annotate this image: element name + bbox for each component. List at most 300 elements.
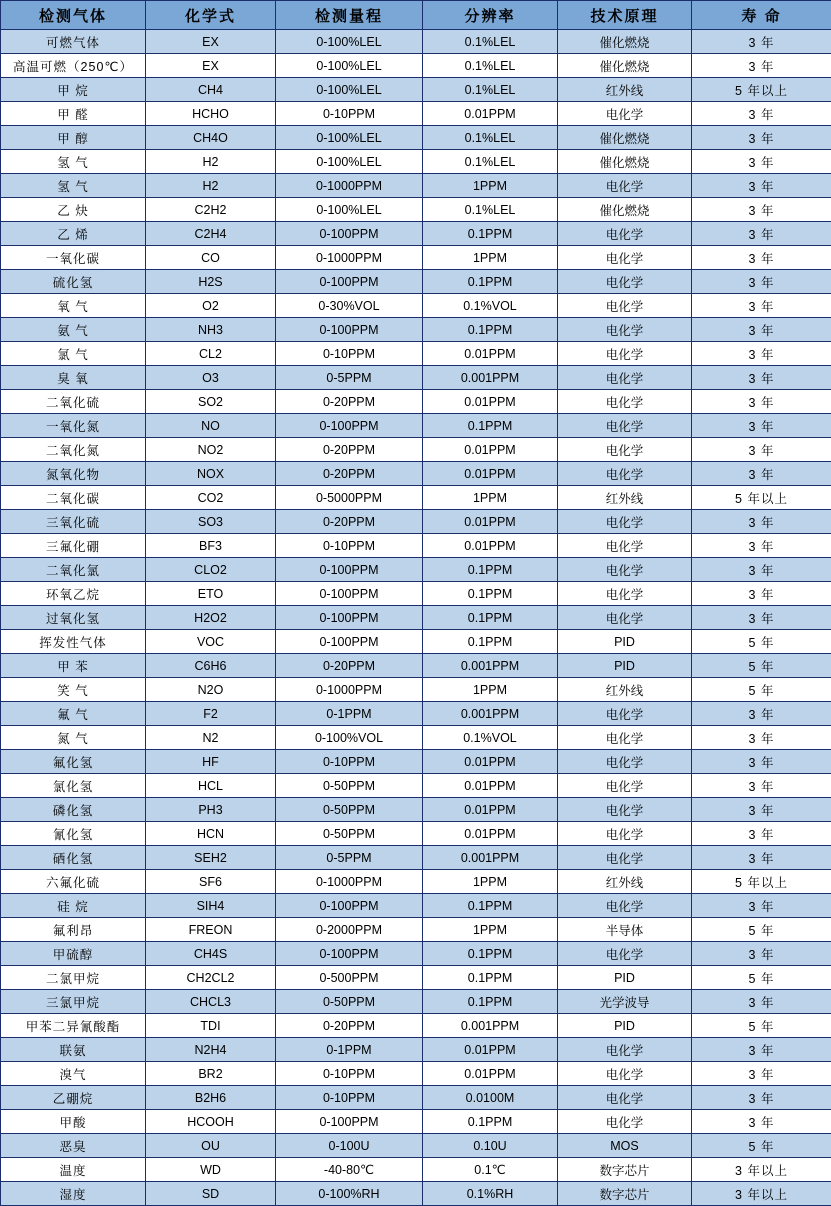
cell-resolution: 0.001PPM	[423, 846, 558, 870]
cell-lifespan: 5 年	[692, 918, 831, 942]
table-row	[1, 366, 831, 390]
cell-chemical-formula: CO	[146, 246, 276, 270]
cell-resolution: 0.1PPM	[423, 942, 558, 966]
cell-resolution: 1PPM	[423, 918, 558, 942]
table-row	[1, 750, 831, 774]
cell-chemical-formula: CH4O	[146, 126, 276, 150]
cell-lifespan: 5 年以上	[692, 78, 831, 102]
cell-gas-name: 硫化氢	[1, 270, 146, 294]
cell-chemical-formula: CH4S	[146, 942, 276, 966]
cell-gas-name: 高温可燃（250℃）	[1, 54, 146, 78]
cell-lifespan: 3 年	[692, 414, 831, 438]
table-row	[1, 990, 831, 1014]
cell-gas-name: 氨 气	[1, 318, 146, 342]
cell-technology: 电化学	[558, 606, 692, 630]
cell-lifespan: 3 年	[692, 798, 831, 822]
cell-lifespan: 3 年	[692, 366, 831, 390]
cell-resolution: 0.10U	[423, 1134, 558, 1158]
table-row	[1, 102, 831, 126]
cell-chemical-formula: N2O	[146, 678, 276, 702]
cell-gas-name: 氧 气	[1, 294, 146, 318]
cell-chemical-formula: HCHO	[146, 102, 276, 126]
cell-gas-name: 二氯甲烷	[1, 966, 146, 990]
cell-lifespan: 3 年	[692, 438, 831, 462]
cell-chemical-formula: SF6	[146, 870, 276, 894]
cell-resolution: 0.1PPM	[423, 630, 558, 654]
cell-lifespan: 3 年	[692, 534, 831, 558]
cell-chemical-formula: NO2	[146, 438, 276, 462]
cell-technology: 数字芯片	[558, 1182, 692, 1206]
cell-technology: 电化学	[558, 774, 692, 798]
cell-chemical-formula: F2	[146, 702, 276, 726]
table-row	[1, 510, 831, 534]
cell-lifespan: 3 年	[692, 846, 831, 870]
cell-resolution: 0.01PPM	[423, 750, 558, 774]
table-row	[1, 150, 831, 174]
cell-resolution: 0.01PPM	[423, 342, 558, 366]
cell-resolution: 0.1%LEL	[423, 150, 558, 174]
table-row	[1, 774, 831, 798]
cell-detection-range: 0-20PPM	[276, 654, 423, 678]
cell-technology: 电化学	[558, 1038, 692, 1062]
cell-gas-name: 甲 烷	[1, 78, 146, 102]
cell-technology: 电化学	[558, 1110, 692, 1134]
cell-resolution: 0.01PPM	[423, 462, 558, 486]
cell-detection-range: 0-100PPM	[276, 414, 423, 438]
cell-gas-name: 六氟化硫	[1, 870, 146, 894]
cell-gas-name: 氮 气	[1, 726, 146, 750]
cell-detection-range: 0-100%LEL	[276, 198, 423, 222]
cell-detection-range: 0-20PPM	[276, 510, 423, 534]
cell-lifespan: 3 年	[692, 774, 831, 798]
cell-lifespan: 3 年	[692, 318, 831, 342]
cell-lifespan: 3 年	[692, 894, 831, 918]
cell-resolution: 0.1PPM	[423, 318, 558, 342]
cell-gas-name: 笑 气	[1, 678, 146, 702]
cell-lifespan: 5 年以上	[692, 486, 831, 510]
cell-gas-name: 可燃气体	[1, 30, 146, 54]
cell-detection-range: -40-80℃	[276, 1158, 423, 1182]
cell-resolution: 0.1%LEL	[423, 30, 558, 54]
cell-technology: 电化学	[558, 726, 692, 750]
cell-detection-range: 0-100%LEL	[276, 150, 423, 174]
cell-detection-range: 0-100PPM	[276, 582, 423, 606]
cell-technology: MOS	[558, 1134, 692, 1158]
table-row	[1, 126, 831, 150]
cell-chemical-formula: FREON	[146, 918, 276, 942]
cell-chemical-formula: VOC	[146, 630, 276, 654]
table-row	[1, 390, 831, 414]
cell-chemical-formula: HCN	[146, 822, 276, 846]
cell-detection-range: 0-1000PPM	[276, 246, 423, 270]
cell-detection-range: 0-100PPM	[276, 942, 423, 966]
cell-gas-name: 氮氧化物	[1, 462, 146, 486]
cell-technology: 红外线	[558, 678, 692, 702]
cell-technology: 电化学	[558, 414, 692, 438]
cell-technology: 红外线	[558, 486, 692, 510]
cell-detection-range: 0-20PPM	[276, 462, 423, 486]
cell-chemical-formula: SD	[146, 1182, 276, 1206]
cell-lifespan: 3 年	[692, 462, 831, 486]
cell-gas-name: 二氧化碳	[1, 486, 146, 510]
table-row	[1, 894, 831, 918]
cell-chemical-formula: N2	[146, 726, 276, 750]
table-row	[1, 222, 831, 246]
cell-lifespan: 3 年	[692, 558, 831, 582]
cell-gas-name: 氟利昂	[1, 918, 146, 942]
cell-resolution: 0.1%LEL	[423, 54, 558, 78]
cell-technology: PID	[558, 1014, 692, 1038]
cell-chemical-formula: CO2	[146, 486, 276, 510]
table-row	[1, 822, 831, 846]
cell-gas-name: 一氧化碳	[1, 246, 146, 270]
cell-detection-range: 0-50PPM	[276, 774, 423, 798]
cell-resolution: 1PPM	[423, 174, 558, 198]
cell-technology: PID	[558, 654, 692, 678]
cell-resolution: 0.1PPM	[423, 414, 558, 438]
table-row	[1, 1062, 831, 1086]
cell-lifespan: 3 年	[692, 750, 831, 774]
column-header-lifespan: 寿 命	[692, 1, 831, 30]
cell-chemical-formula: B2H6	[146, 1086, 276, 1110]
cell-detection-range: 0-100PPM	[276, 1110, 423, 1134]
cell-resolution: 0.01PPM	[423, 102, 558, 126]
cell-technology: 电化学	[558, 366, 692, 390]
cell-lifespan: 3 年	[692, 822, 831, 846]
cell-detection-range: 0-10PPM	[276, 342, 423, 366]
table-row	[1, 318, 831, 342]
cell-gas-name: 过氧化氢	[1, 606, 146, 630]
cell-gas-name: 二氧化硫	[1, 390, 146, 414]
cell-resolution: 1PPM	[423, 870, 558, 894]
cell-detection-range: 0-100%VOL	[276, 726, 423, 750]
table-row	[1, 1134, 831, 1158]
cell-detection-range: 0-100PPM	[276, 222, 423, 246]
cell-detection-range: 0-1PPM	[276, 702, 423, 726]
table-row	[1, 966, 831, 990]
cell-chemical-formula: BF3	[146, 534, 276, 558]
table-row	[1, 870, 831, 894]
cell-lifespan: 5 年	[692, 1014, 831, 1038]
cell-lifespan: 3 年	[692, 54, 831, 78]
cell-detection-range: 0-10PPM	[276, 534, 423, 558]
cell-technology: 电化学	[558, 1086, 692, 1110]
cell-gas-name: 联氨	[1, 1038, 146, 1062]
cell-technology: 催化燃烧	[558, 150, 692, 174]
cell-detection-range: 0-20PPM	[276, 438, 423, 462]
cell-lifespan: 3 年	[692, 582, 831, 606]
cell-detection-range: 0-50PPM	[276, 990, 423, 1014]
cell-lifespan: 5 年	[692, 654, 831, 678]
cell-gas-name: 氟 气	[1, 702, 146, 726]
cell-gas-name: 氢 气	[1, 150, 146, 174]
cell-chemical-formula: N2H4	[146, 1038, 276, 1062]
cell-chemical-formula: H2	[146, 174, 276, 198]
cell-chemical-formula: C2H2	[146, 198, 276, 222]
cell-lifespan: 3 年	[692, 126, 831, 150]
cell-gas-name: 三氯甲烷	[1, 990, 146, 1014]
table-row	[1, 1182, 831, 1206]
cell-lifespan: 3 年	[692, 174, 831, 198]
cell-lifespan: 3 年	[692, 726, 831, 750]
cell-technology: 电化学	[558, 798, 692, 822]
cell-gas-name: 甲 醇	[1, 126, 146, 150]
cell-resolution: 1PPM	[423, 678, 558, 702]
cell-lifespan: 3 年	[692, 390, 831, 414]
cell-lifespan: 3 年	[692, 702, 831, 726]
cell-detection-range: 0-50PPM	[276, 822, 423, 846]
cell-lifespan: 3 年	[692, 510, 831, 534]
cell-chemical-formula: OU	[146, 1134, 276, 1158]
cell-resolution: 0.1PPM	[423, 966, 558, 990]
cell-technology: 半导体	[558, 918, 692, 942]
cell-lifespan: 3 年	[692, 1110, 831, 1134]
table-row	[1, 246, 831, 270]
table-row	[1, 78, 831, 102]
cell-detection-range: 0-10PPM	[276, 1086, 423, 1110]
cell-gas-name: 甲 苯	[1, 654, 146, 678]
cell-gas-name: 甲酸	[1, 1110, 146, 1134]
cell-resolution: 0.1PPM	[423, 990, 558, 1014]
table-header-row	[1, 1, 831, 30]
cell-technology: 电化学	[558, 894, 692, 918]
cell-detection-range: 0-100%RH	[276, 1182, 423, 1206]
cell-technology: 催化燃烧	[558, 198, 692, 222]
cell-technology: 催化燃烧	[558, 126, 692, 150]
cell-lifespan: 3 年	[692, 990, 831, 1014]
cell-resolution: 0.1%LEL	[423, 78, 558, 102]
table-row	[1, 1038, 831, 1062]
cell-resolution: 0.001PPM	[423, 366, 558, 390]
cell-chemical-formula: SO2	[146, 390, 276, 414]
cell-gas-name: 乙 炔	[1, 198, 146, 222]
cell-gas-name: 二氧化氮	[1, 438, 146, 462]
cell-detection-range: 0-20PPM	[276, 390, 423, 414]
cell-detection-range: 0-20PPM	[276, 1014, 423, 1038]
cell-technology: 电化学	[558, 174, 692, 198]
cell-technology: 电化学	[558, 582, 692, 606]
cell-gas-name: 氢 气	[1, 174, 146, 198]
table-row	[1, 1014, 831, 1038]
cell-technology: 电化学	[558, 390, 692, 414]
cell-chemical-formula: TDI	[146, 1014, 276, 1038]
cell-gas-name: 二氧化氯	[1, 558, 146, 582]
cell-detection-range: 0-100PPM	[276, 318, 423, 342]
cell-detection-range: 0-1000PPM	[276, 870, 423, 894]
column-header-detection-range: 检测量程	[276, 1, 423, 30]
cell-gas-name: 氟化氢	[1, 750, 146, 774]
column-header-resolution: 分辨率	[423, 1, 558, 30]
cell-resolution: 0.1PPM	[423, 606, 558, 630]
cell-gas-name: 三氧化硫	[1, 510, 146, 534]
cell-lifespan: 3 年以上	[692, 1158, 831, 1182]
cell-gas-name: 氯化氢	[1, 774, 146, 798]
cell-technology: 红外线	[558, 870, 692, 894]
cell-lifespan: 5 年	[692, 678, 831, 702]
cell-resolution: 0.1%LEL	[423, 198, 558, 222]
cell-resolution: 0.001PPM	[423, 702, 558, 726]
cell-chemical-formula: O3	[146, 366, 276, 390]
cell-gas-name: 氰化氢	[1, 822, 146, 846]
cell-lifespan: 3 年	[692, 222, 831, 246]
table-row	[1, 558, 831, 582]
cell-chemical-formula: CH4	[146, 78, 276, 102]
table-row	[1, 294, 831, 318]
cell-chemical-formula: EX	[146, 54, 276, 78]
cell-gas-name: 三氟化硼	[1, 534, 146, 558]
cell-lifespan: 3 年	[692, 30, 831, 54]
cell-lifespan: 5 年	[692, 1134, 831, 1158]
cell-chemical-formula: NO	[146, 414, 276, 438]
cell-resolution: 0.1%VOL	[423, 294, 558, 318]
cell-gas-name: 恶臭	[1, 1134, 146, 1158]
column-header-chemical-formula: 化学式	[146, 1, 276, 30]
cell-detection-range: 0-500PPM	[276, 966, 423, 990]
cell-lifespan: 5 年以上	[692, 870, 831, 894]
cell-technology: 光学波导	[558, 990, 692, 1014]
cell-resolution: 0.01PPM	[423, 822, 558, 846]
cell-resolution: 0.01PPM	[423, 798, 558, 822]
cell-detection-range: 0-5PPM	[276, 846, 423, 870]
cell-gas-name: 甲 醛	[1, 102, 146, 126]
cell-lifespan: 3 年	[692, 150, 831, 174]
cell-gas-name: 甲硫醇	[1, 942, 146, 966]
cell-resolution: 0.1%RH	[423, 1182, 558, 1206]
cell-detection-range: 0-100U	[276, 1134, 423, 1158]
cell-technology: 电化学	[558, 270, 692, 294]
table-row	[1, 342, 831, 366]
cell-chemical-formula: CHCL3	[146, 990, 276, 1014]
table-row	[1, 654, 831, 678]
cell-chemical-formula: SEH2	[146, 846, 276, 870]
cell-technology: 催化燃烧	[558, 30, 692, 54]
cell-resolution: 0.1PPM	[423, 222, 558, 246]
cell-lifespan: 3 年	[692, 342, 831, 366]
cell-resolution: 1PPM	[423, 486, 558, 510]
table-row	[1, 54, 831, 78]
table-row	[1, 462, 831, 486]
column-header-technology: 技术原理	[558, 1, 692, 30]
cell-detection-range: 0-100%LEL	[276, 78, 423, 102]
cell-lifespan: 3 年	[692, 1038, 831, 1062]
table-row	[1, 486, 831, 510]
cell-resolution: 0.1%LEL	[423, 126, 558, 150]
cell-gas-name: 湿度	[1, 1182, 146, 1206]
cell-detection-range: 0-5000PPM	[276, 486, 423, 510]
cell-chemical-formula: H2	[146, 150, 276, 174]
cell-detection-range: 0-1PPM	[276, 1038, 423, 1062]
cell-technology: 电化学	[558, 942, 692, 966]
table-row	[1, 174, 831, 198]
cell-detection-range: 0-10PPM	[276, 750, 423, 774]
cell-resolution: 0.0100M	[423, 1086, 558, 1110]
cell-chemical-formula: C6H6	[146, 654, 276, 678]
table-body	[1, 30, 831, 1206]
cell-lifespan: 3 年	[692, 102, 831, 126]
cell-resolution: 0.01PPM	[423, 1062, 558, 1086]
table-row	[1, 1086, 831, 1110]
cell-lifespan: 3 年	[692, 942, 831, 966]
cell-technology: 电化学	[558, 822, 692, 846]
cell-chemical-formula: C2H4	[146, 222, 276, 246]
cell-resolution: 0.01PPM	[423, 1038, 558, 1062]
cell-resolution: 0.1℃	[423, 1158, 558, 1182]
cell-chemical-formula: CLO2	[146, 558, 276, 582]
cell-gas-name: 硅 烷	[1, 894, 146, 918]
cell-detection-range: 0-100PPM	[276, 606, 423, 630]
cell-gas-name: 乙 烯	[1, 222, 146, 246]
cell-technology: 电化学	[558, 750, 692, 774]
table-row	[1, 270, 831, 294]
cell-resolution: 0.01PPM	[423, 534, 558, 558]
table-row	[1, 438, 831, 462]
cell-chemical-formula: H2O2	[146, 606, 276, 630]
cell-technology: 电化学	[558, 318, 692, 342]
table-row	[1, 798, 831, 822]
cell-chemical-formula: BR2	[146, 1062, 276, 1086]
cell-chemical-formula: PH3	[146, 798, 276, 822]
cell-detection-range: 0-2000PPM	[276, 918, 423, 942]
cell-gas-name: 臭 氧	[1, 366, 146, 390]
cell-technology: 催化燃烧	[558, 54, 692, 78]
cell-technology: 电化学	[558, 462, 692, 486]
cell-gas-name: 一氧化氮	[1, 414, 146, 438]
cell-chemical-formula: ETO	[146, 582, 276, 606]
cell-resolution: 0.01PPM	[423, 510, 558, 534]
cell-resolution: 1PPM	[423, 246, 558, 270]
table-row	[1, 942, 831, 966]
cell-technology: PID	[558, 630, 692, 654]
cell-gas-name: 温度	[1, 1158, 146, 1182]
cell-technology: 电化学	[558, 534, 692, 558]
cell-lifespan: 5 年	[692, 966, 831, 990]
cell-technology: 电化学	[558, 246, 692, 270]
cell-resolution: 0.01PPM	[423, 774, 558, 798]
cell-detection-range: 0-100%LEL	[276, 126, 423, 150]
cell-detection-range: 0-30%VOL	[276, 294, 423, 318]
cell-detection-range: 0-5PPM	[276, 366, 423, 390]
table-row	[1, 702, 831, 726]
cell-lifespan: 3 年	[692, 1086, 831, 1110]
table-row	[1, 846, 831, 870]
cell-detection-range: 0-100PPM	[276, 630, 423, 654]
cell-chemical-formula: SIH4	[146, 894, 276, 918]
cell-detection-range: 0-100PPM	[276, 894, 423, 918]
cell-gas-name: 挥发性气体	[1, 630, 146, 654]
cell-resolution: 0.1PPM	[423, 582, 558, 606]
table-row	[1, 534, 831, 558]
cell-resolution: 0.1PPM	[423, 558, 558, 582]
cell-chemical-formula: NH3	[146, 318, 276, 342]
cell-technology: 电化学	[558, 222, 692, 246]
table-row	[1, 606, 831, 630]
table-row	[1, 630, 831, 654]
table-row	[1, 198, 831, 222]
table-row	[1, 1110, 831, 1134]
cell-detection-range: 0-100PPM	[276, 270, 423, 294]
cell-technology: 数字芯片	[558, 1158, 692, 1182]
cell-resolution: 0.1PPM	[423, 894, 558, 918]
column-header-gas-name: 检测气体	[1, 1, 146, 30]
cell-lifespan: 3 年	[692, 246, 831, 270]
cell-chemical-formula: H2S	[146, 270, 276, 294]
cell-gas-name: 甲苯二异氰酸酯	[1, 1014, 146, 1038]
cell-detection-range: 0-100%LEL	[276, 30, 423, 54]
cell-resolution: 0.1%VOL	[423, 726, 558, 750]
cell-chemical-formula: CL2	[146, 342, 276, 366]
cell-resolution: 0.1PPM	[423, 270, 558, 294]
cell-chemical-formula: WD	[146, 1158, 276, 1182]
